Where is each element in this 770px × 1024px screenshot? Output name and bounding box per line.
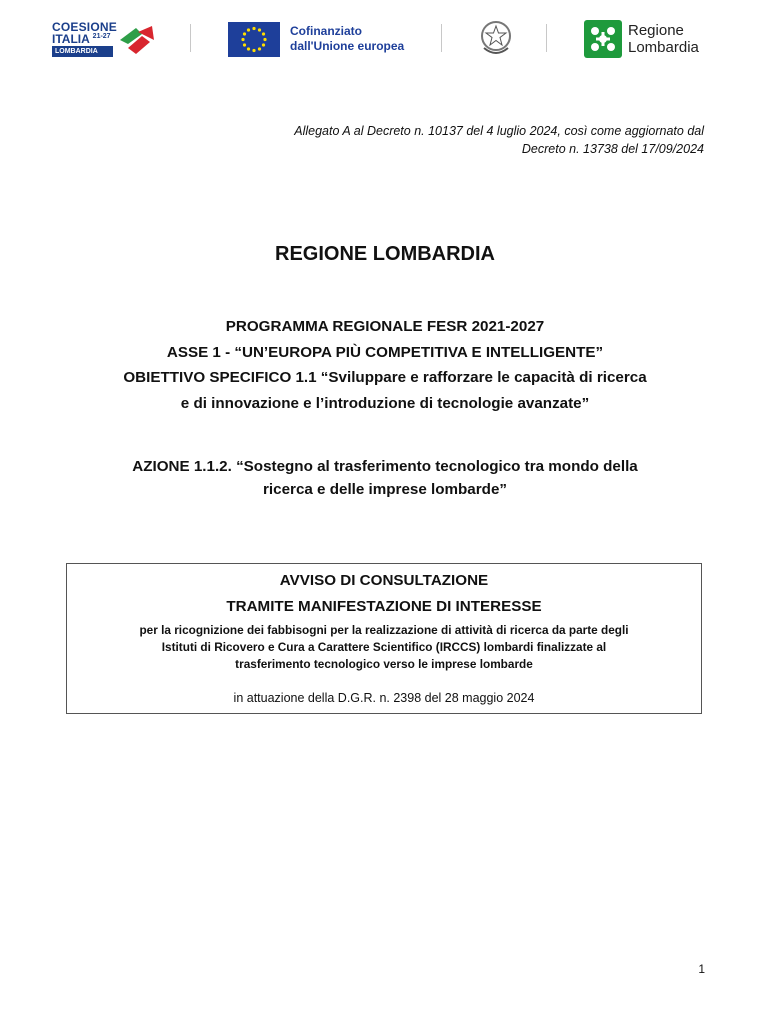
logo-bar [48,18,738,62]
lombardia-label: Lombardia [628,39,699,56]
avviso-sub-line2: Istituti di Ricovero e Cura a Carattere Scientifico (IRCCS) lombardi finalizzate al [161,640,607,654]
coesione-italia-logo [52,18,156,62]
azione-heading [60,455,710,501]
avviso-sub-line3: trasferimento tecnologico verso le imprese lombarde [235,657,533,671]
page-title: REGIONE LOMBARDIA [275,243,495,265]
logo-divider [190,24,191,52]
italia-label: ITALIA $^{21-27}$ [52,32,111,46]
avviso-dgr: in attuazione della D.G.R. n. 2398 del 28 maggio 2024 [233,691,535,705]
avviso-title-line2: TRAMITE MANIFESTAZIONE DI INTERESSE [226,598,542,615]
page-number: 1 [698,962,705,976]
lombardia-rose-icon [584,20,622,58]
avviso-sub-line1: per la ricognizione dei fabbisogni per la realizzazione di attività di ricerca da parte degli [139,623,629,637]
azione-line1: AZIONE 1.1.2. “Sostegno al trasferimento tecnologico tra mondo della [132,458,638,475]
allegato-line1: Allegato A al Decreto n. 10137 del 4 luglio 2024, così come aggiornato dal [294,124,704,138]
avviso-box [66,563,702,714]
lombardia-tag: LOMBARDIA [52,46,113,57]
programma-line4: e di innovazione e l’introduzione di tecnologie avanzate” [180,394,590,412]
coesione-arrows-icon [118,24,156,56]
repubblica-italiana-emblem-icon [478,18,514,62]
programma-line1: PROGRAMMA REGIONALE FESR 2021-2027 [225,318,545,335]
avviso-title [67,568,701,620]
eu-cofinanced-logo [228,18,418,62]
programma-heading [60,314,710,416]
allegato-reference [184,122,704,158]
eu-text-line2: dall'Unione europea [290,39,405,53]
logo-divider [441,24,442,52]
avviso-subtitle [79,622,689,673]
coesione-label: COESIONE [52,20,117,34]
regione-lombardia-logo [584,18,734,62]
eu-text-line1: Cofinanziato [290,24,362,38]
logo-divider [546,24,547,52]
eu-flag-icon [228,22,280,57]
regione-label: Regione [628,22,684,39]
azione-line2: ricerca e delle imprese lombarde” [263,481,507,498]
allegato-line2: Decreto n. 13738 del 17/09/2024 [521,142,704,156]
programma-line3: OBIETTIVO SPECIFICO 1.1 “Sviluppare e rafforzare le capacità di ricerca [123,369,647,386]
avviso-title-line1: AVVISO DI CONSULTAZIONE [279,572,489,589]
programma-line2: ASSE 1 - “UN’EUROPA PIÙ COMPETITIVA E INTELLIGENTE” [166,343,604,361]
